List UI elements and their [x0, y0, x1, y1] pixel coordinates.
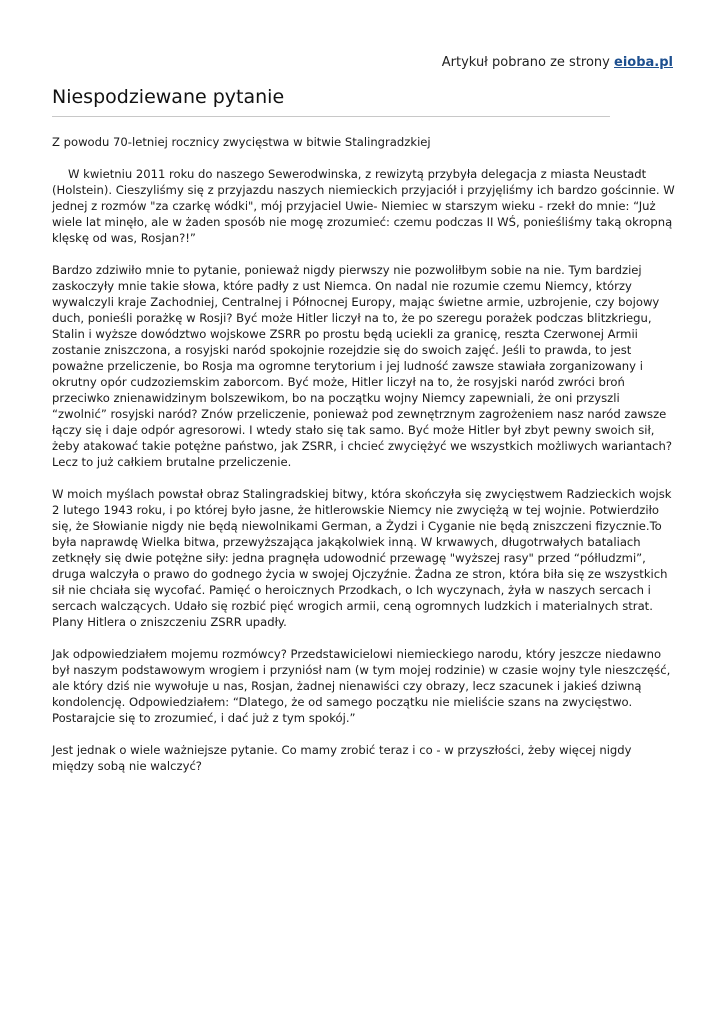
title-divider	[52, 116, 610, 117]
article-title: Niespodziewane pytanie	[52, 86, 285, 108]
eioba-link[interactable]: eioba.pl	[614, 55, 673, 70]
source-header	[442, 55, 673, 70]
paragraph-1: W kwietniu 2011 roku do naszego Sewerodwinska, z rewizytą przybyła delegacja z miasta Neustadt (Holstein). Cieszyliśmy się z przyjazdu naszych niemieckich przyjaciół i przyjęliśmy ich bardzo gościnnie. W jednej z rozmów "za czarkę wódki", mój przyjaciel Uwie- Niemiec w starszym wieku - rzekł do mnie: “Już wiele lat minęło, ale w żaden sposób nie mogę zrozumieć: czemu podczas II WŚ, ponieśliśmy taką okropną klęskę od was, Rosjan?!”	[52, 167, 675, 245]
source-prefix: Artykuł pobrano ze strony	[441, 55, 610, 70]
paragraph-5: Jest jednak o wiele ważniejsze pytanie. Co mamy zrobić teraz i co - w przyszłości, żeby więcej nigdy między sobą nie walczyć?	[52, 743, 632, 773]
article-body	[52, 134, 676, 790]
paragraph-4: Jak odpowiedziałem mojemu rozmówcy? Przedstawicielowi niemieckiego narodu, który jeszcze niedawno był naszym podstawowym wrogiem i przyniósł nam (w tym mojej rodzinie) w czasie wojny tyle nieszczęść, ale który dziś nie wywołuje u nas, Rosjan, żadnej nienawiści czy obrazy, lecz szacunek i jakieś dziwną kondolencję. Odpowiedziałem: “Dlatego, że od samego początku nie mieliście szans na zwycięstwo. Postarajcie się to zrozumieć, i dać już z tym spokój.”	[52, 647, 671, 725]
paragraph-2: Bardzo zdziwiło mnie to pytanie, ponieważ nigdy pierwszy nie pozwoliłbym sobie na nie. Tym bardziej zaskoczyły mnie takie słowa, które padły z ust Niemca. On nadal nie rozumie czemu Niemcy, którzy wywalczyli kraje Zachodniej, Centralnej i Północnej Europy, mając świetne armie, uzbrojenie, czy bojowy duch, ponieśli porażkę w Rosji? Być może Hitler liczył na to, że po szeregu porażek podczas blitzkriegu, Stalin i wyższe dowództwo wojskowe ZSRR po prostu będą uciekli za granicę, reszta Czerwonej Armii zostanie zniszczona, a rosyjski naród spokojnie rozejdzie się do swoich zajęć. Jeśli to prawda, to jest poważne przeliczenie, bo Rosja ma ogromne terytorium i jej ludność zawsze stawiała zorganizowany i okrutny opór cudzoziemskim zaborcom. Być może, Hitler liczył na to, że rosyjski naród zwróci broń przeciwko znienawidzinym bolszewikom, bo na początku wojny Niemcy zapewniali, że oni przyszli “zwolnić” rosyjski naród? Znów przeliczenie, ponieważ pod zewnętrznym zagrożeniem nasz naród zawsze łączy się i daje odpór agresorowi. I wtedy stało się tak samo. Być może Hitler był zbyt pewny swoich sił, żeby atakować takie potężne państwo, jak ZSRR, i chcieć zwyciężyć we wszystkich możliwych wariantach? Lecz to już całkiem brutalne przeliczenie.	[52, 263, 673, 469]
article-subtitle: Z powodu 70-letniej rocznicy zwycięstwa w bitwie Stalingradzkiej	[52, 135, 431, 149]
paragraph-3: W moich myślach powstał obraz Stalingradskiej bitwy, która skończyła się zwycięstwem Radzieckich wojsk 2 lutego 1943 roku, i po której było jasne, że hitlerowskie Niemcy nie zwyciężą w tej wojnie. Potwierdziło się, że Słowianie nigdy nie będą niewolnikami German, a Żydzi i Cyganie nie będą zniszczeni fizycznie.To była naprawdę Wielka bitwa, przewyższająca jakąkolwiek inną. W krwawych, długotrwałych bataliach zetknęły się dwie potężne siły: jedna pragnęła udowodnić przewagę "wyższej rasy" przed “półludzmi”, druga walczyła o prawo do godnego życia w swojej Ojczyźnie. Żadna ze stron, która biła się ze wszystkich sił nie chciała się wycofać. Pamięć o heroicznych Przodkach, o Ich wyczynach, żyła w naszych sercach i sercach walczących. Udało się rozbić pięć wrogich armii, ceną ogromnych ludzkich i materialnych strat. Plany Hitlera o zniszczeniu ZSRR upadły.	[52, 487, 672, 629]
